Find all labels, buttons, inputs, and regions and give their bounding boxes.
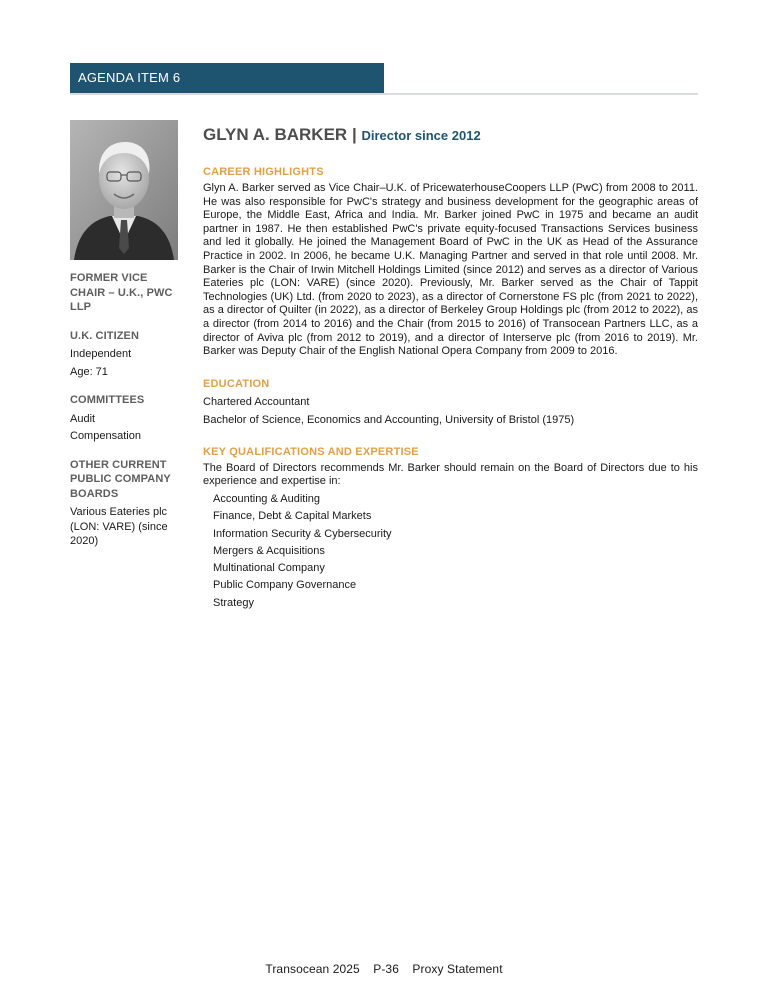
director-age: Age: 71 [70,365,108,378]
citizenship-block [70,329,185,380]
footer-document: Proxy Statement [412,962,503,976]
education-item: Bachelor of Science, Economics and Accounting, University of Bristol (1975) [203,413,575,426]
education-heading: EDUCATION [203,377,270,390]
header-divider [70,93,698,95]
boards-heading: OTHER CURRENT PUBLIC COMPANY BOARDS [70,458,171,500]
director-main-content [203,124,698,614]
qualifications-heading: KEY QUALIFICATIONS AND EXPERTISE [203,445,419,458]
director-photo [70,120,178,260]
director-sidebar [70,271,185,563]
committee-item: Compensation [70,430,141,442]
career-text: Glyn A. Barker served as Vice Chair–U.K. of PricewaterhouseCoopers LLP (PwC) from 2008 to 2011. He was also responsible for PwC's strategy and business development for the geographic areas of Europe, the Middle East, Africa and India. Mr. Barker joined PwC in 1975 and became an audit partner in 1987. He then established PwC's private equity-focused Transactions Services business and led it globally. He joined the Management Board of PwC in the UK as Head of the Assurance Practice in 2002. In 2006, he became U.K. Managing Partner and served in that role until 2008. Mr. Barker is the Chair of Irwin Mitchell Holdings Limited (since 2012) and serves as a director of Various Eateries plc (LON: VARE) (since 2020). Previously, Mr. Barker served as the Chair of Tappit Technologies (UK) Ltd. (from 2020 to 2023), as a director of Cornerstone FS plc (from 2021 to 2022), as a director of Quilter (in 2022), as a director of Berkeley Group Holdings plc (from 2012 to 2022), as a director (from 2014 to 2016) and the Chair (from 2015 to 2016) of Transocean Partners LLC, as a director of Aviva plc (from 2012 to 2019), and a director of Interserve plc (from 2016 to 2019). Mr. Barker was Deputy Chair of the English National Opera Company from 2009 to 2016. [203,182,698,358]
title-separator: | [351,125,357,144]
qualification-item: Multinational Company [213,562,325,575]
qualification-item: Public Company Governance [213,579,357,592]
independence-status: Independent [70,348,132,360]
committee-item: Audit [70,412,96,425]
director-portrait-image [70,120,178,260]
committees-block [70,393,185,444]
director-name: GLYN A. BARKER [203,125,348,144]
footer-page-number: P-36 [373,962,399,976]
former-role-block [70,271,185,315]
director-since: Director since 2012 [361,128,481,143]
boards-block [70,458,185,549]
qualification-item: Strategy [213,596,254,609]
citizenship: U.K. CITIZEN [70,329,140,342]
career-heading: CAREER HIGHLIGHTS [203,166,324,178]
qualification-item: Information Security & Cybersecurity [213,527,392,540]
director-title [203,124,698,147]
qualifications-intro: The Board of Directors recommends Mr. Barker should remain on the Board of Directors due to his experience and expertise in: [203,461,698,488]
committees-heading: COMMITTEES [70,394,145,406]
agenda-item-banner [70,63,384,93]
qualification-item: Finance, Debt & Capital Markets [213,510,372,523]
footer-company: Transocean 2025 [265,962,360,976]
agenda-item-label: AGENDA ITEM 6 [78,70,181,85]
former-role: FORMER VICE CHAIR – U.K., PWC LLP [70,272,173,313]
education-item: Chartered Accountant [203,395,310,408]
board-item: Various Eateries plc (LON: VARE) (since 2020) [70,506,168,547]
qualification-item: Mergers & Acquisitions [213,544,325,557]
qualification-item: Accounting & Auditing [213,492,321,505]
page-footer [0,962,768,976]
qualifications-list [213,493,698,610]
